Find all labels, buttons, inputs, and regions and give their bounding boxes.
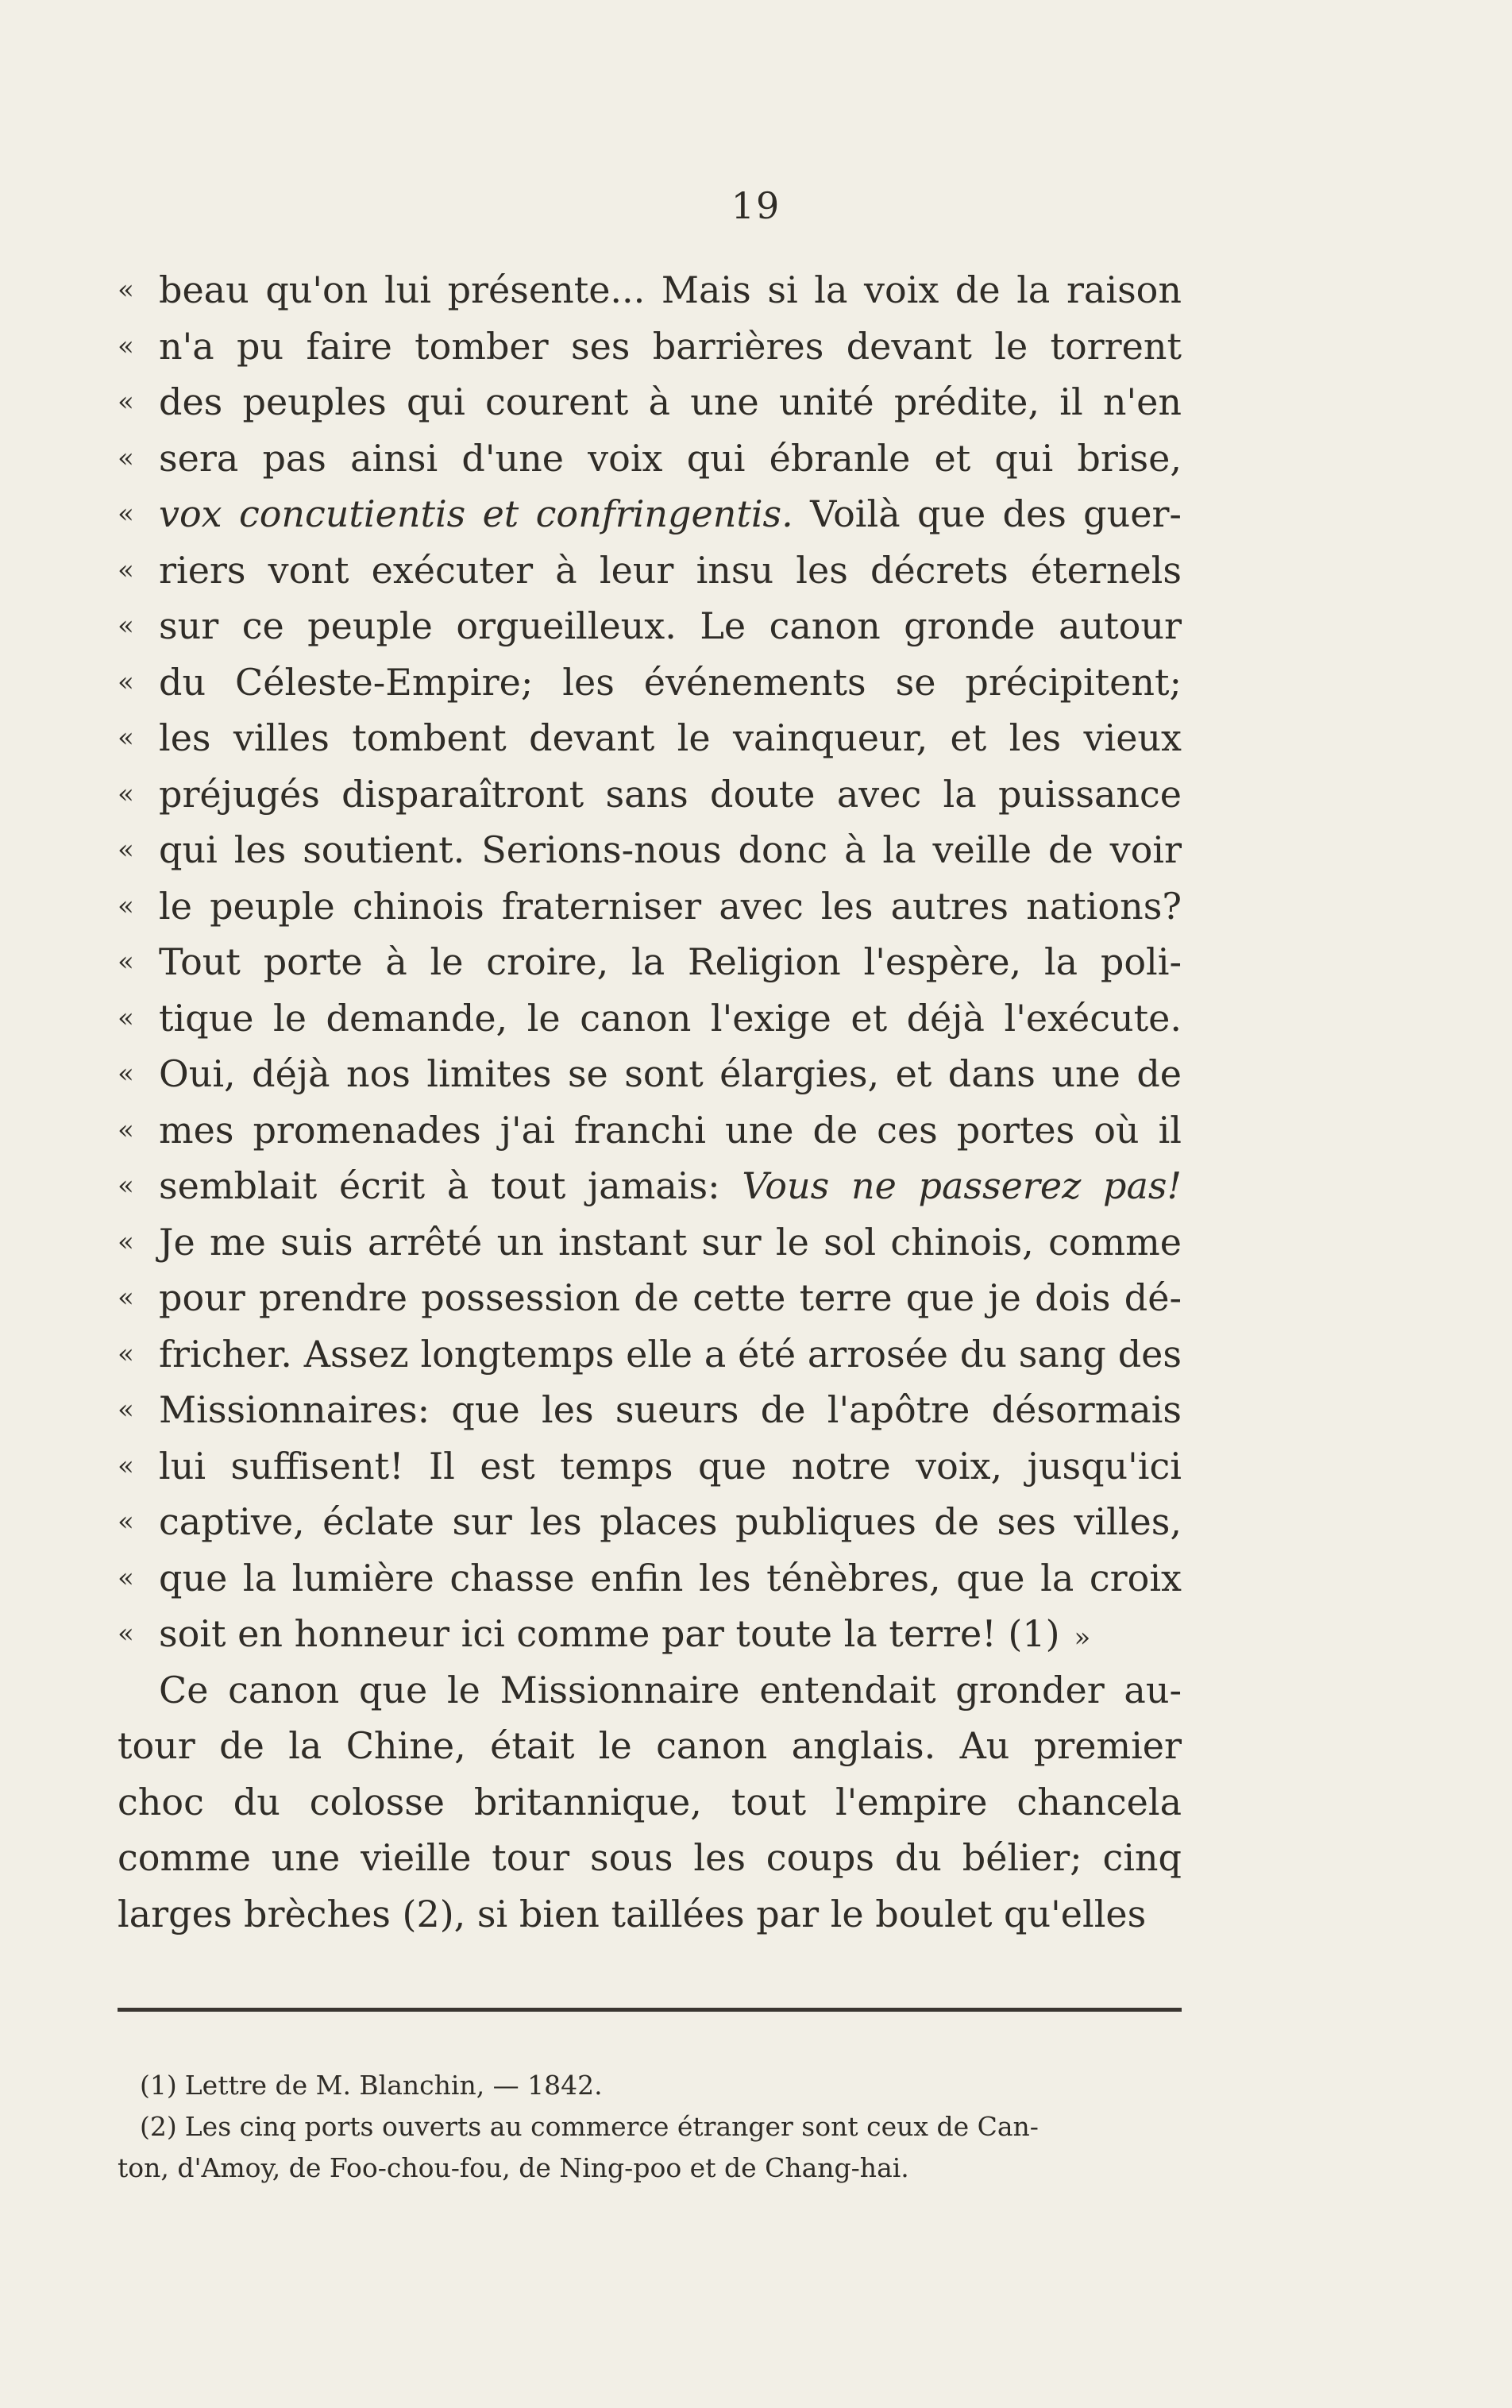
quoted-line-text: n'a pu faire tomber ses barrières devant le torrent — [159, 324, 1182, 368]
quote-mark: « — [118, 946, 134, 978]
quoted-line — [118, 990, 1182, 1047]
quoted-line — [118, 934, 1182, 990]
quote-mark: « — [118, 442, 134, 474]
quoted-line — [118, 878, 1182, 935]
quote-mark: « — [118, 778, 134, 810]
footnote-divider — [118, 2008, 1182, 2012]
quoted-line — [118, 262, 1182, 318]
quoted-line-text: les villes tombent devant le vainqueur, et les vieux — [159, 716, 1182, 759]
quote-mark: « — [118, 1618, 134, 1650]
quoted-line — [118, 598, 1182, 654]
quote-mark: « — [118, 1225, 134, 1258]
quote-mark: « — [118, 386, 134, 418]
quote-mark: « — [118, 1001, 134, 1034]
quoted-line — [118, 1438, 1182, 1495]
quote-mark: « — [118, 1058, 134, 1090]
quote-mark: « — [118, 1337, 134, 1370]
quoted-line-text: vox concutientis et confringentis. Voilà que des guer- — [159, 492, 1182, 535]
quote-mark: « — [118, 1561, 134, 1594]
quote-mark: « — [118, 666, 134, 698]
body-text — [118, 262, 1182, 1942]
quoted-line — [118, 1494, 1182, 1550]
paragraph-line: larges brèches (2), si bien taillées par le boulet qu'elles — [118, 1892, 1147, 1935]
footnote-text: Lettre de M. Blanchin, — 1842. — [184, 2070, 603, 2101]
quoted-line — [118, 486, 1182, 542]
narrative-paragraph — [118, 1662, 1182, 1943]
quoted-line — [118, 1382, 1182, 1438]
quote-mark: « — [118, 722, 134, 754]
footnote-1 — [118, 2065, 1182, 2106]
quoted-line-text: des peuples qui courent à une unité prédite, il n'en — [159, 380, 1182, 423]
quoted-line-text: pour prendre possession de cette terre que je dois dé- — [159, 1276, 1182, 1319]
quote-mark: « — [118, 554, 134, 586]
quoted-line-text: préjugés disparaîtront sans doute avec la puissance — [159, 772, 1182, 816]
quoted-line — [118, 542, 1182, 599]
quote-mark: « — [118, 498, 134, 530]
quoted-line — [118, 1214, 1182, 1271]
quoted-line-text: lui suffisent! Il est temps que notre voix, jusqu'ici — [159, 1444, 1182, 1488]
quoted-line — [118, 430, 1182, 487]
quoted-line-text: que la lumière chasse enfin les ténèbres, que la croix — [159, 1556, 1182, 1600]
quoted-line — [118, 374, 1182, 430]
quoted-line-text: Tout porte à le croire, la Religion l'espère, la poli- — [159, 940, 1182, 983]
paragraph-line: choc du colosse britannique, tout l'empire chancela — [118, 1780, 1182, 1823]
quoted-line — [118, 1606, 1182, 1662]
quote-mark: « — [118, 610, 134, 642]
closing-quote-mark: » — [1074, 1622, 1091, 1654]
quoted-line-text: sera pas ainsi d'une voix qui ébranle et qui brise, — [159, 436, 1182, 480]
quoted-line-text: tique le demande, le canon l'exige et déjà l'exécute. — [159, 996, 1182, 1040]
quoted-line — [118, 710, 1182, 766]
quoted-line-text: le peuple chinois fraterniser avec les autres nations? — [159, 884, 1182, 928]
quoted-line — [118, 318, 1182, 375]
quoted-line-text: riers vont exécuter à leur insu les décrets éternels — [159, 548, 1182, 592]
quoted-line — [118, 1326, 1182, 1383]
quoted-line-text: soit en honneur ici comme par toute la terre! (1) » — [159, 1612, 1091, 1655]
paragraph-line: Ce canon que le Missionnaire entendait gronder au- — [159, 1668, 1182, 1711]
quote-mark: « — [118, 1449, 134, 1482]
footnote-label: (2) — [140, 2111, 177, 2142]
footnote-2-continuation — [118, 2148, 1182, 2189]
quoted-line-text: qui les soutient. Serions-nous donc à la veille de voir — [159, 828, 1182, 871]
quote-mark: « — [118, 274, 134, 306]
quoted-line-text: Je me suis arrêté un instant sur le sol chinois, comme — [159, 1220, 1182, 1264]
quoted-line-text: semblait écrit à tout jamais: Vous ne passerez pas! — [159, 1164, 1182, 1207]
quoted-line-text: sur ce peuple orgueilleux. Le canon gronde autour — [159, 604, 1182, 647]
quoted-line-text: du Céleste-Empire; les événements se précipitent; — [159, 660, 1182, 704]
footnote-label: (1) — [140, 2070, 177, 2101]
paragraph-line: comme une vieille tour sous les coups du bélier; cinq — [118, 1836, 1182, 1879]
quote-mark: « — [118, 834, 134, 866]
quoted-line — [118, 766, 1182, 823]
quoted-line — [118, 1550, 1182, 1607]
footnote-text: Les cinq ports ouverts au commerce étranger sont ceux de Can- — [184, 2111, 1039, 2142]
paragraph-line: tour de la Chine, était le canon anglais. Au premier — [118, 1724, 1182, 1767]
quoted-line-text: captive, éclate sur les places publiques de ses villes, — [159, 1500, 1182, 1543]
footnote-2 — [118, 2106, 1182, 2148]
quoted-line — [118, 822, 1182, 878]
quote-mark: « — [118, 889, 134, 922]
quote-mark: « — [118, 1113, 134, 1146]
quote-mark: « — [118, 1394, 134, 1426]
quoted-line-text: Oui, déjà nos limites se sont élargies, et dans une de — [159, 1052, 1182, 1095]
quoted-line — [118, 1270, 1182, 1326]
quoted-line-text: Missionnaires: que les sueurs de l'apôtre désormais — [159, 1388, 1182, 1431]
footnote-text: ton, d'Amoy, de Foo-chou-fou, de Ning-poo et de Chang-hai. — [118, 2152, 909, 2183]
quoted-line — [118, 654, 1182, 711]
quoted-line-text: beau qu'on lui présente... Mais si la voix de la raison — [159, 268, 1182, 311]
quoted-passage — [118, 262, 1182, 1662]
quoted-line-text: mes promenades j'ai franchi une de ces portes où il — [159, 1108, 1182, 1152]
page-number: 19 — [731, 184, 781, 227]
quoted-line — [118, 1158, 1182, 1214]
quoted-line — [118, 1046, 1182, 1102]
quote-mark: « — [118, 1170, 134, 1202]
footnotes — [118, 2065, 1182, 2189]
quote-mark: « — [118, 1506, 134, 1538]
quoted-line-text: fricher. Assez longtemps elle a été arrosée du sang des — [159, 1332, 1182, 1376]
quote-mark: « — [118, 1282, 134, 1314]
quoted-line — [118, 1102, 1182, 1159]
quote-mark: « — [118, 330, 134, 362]
